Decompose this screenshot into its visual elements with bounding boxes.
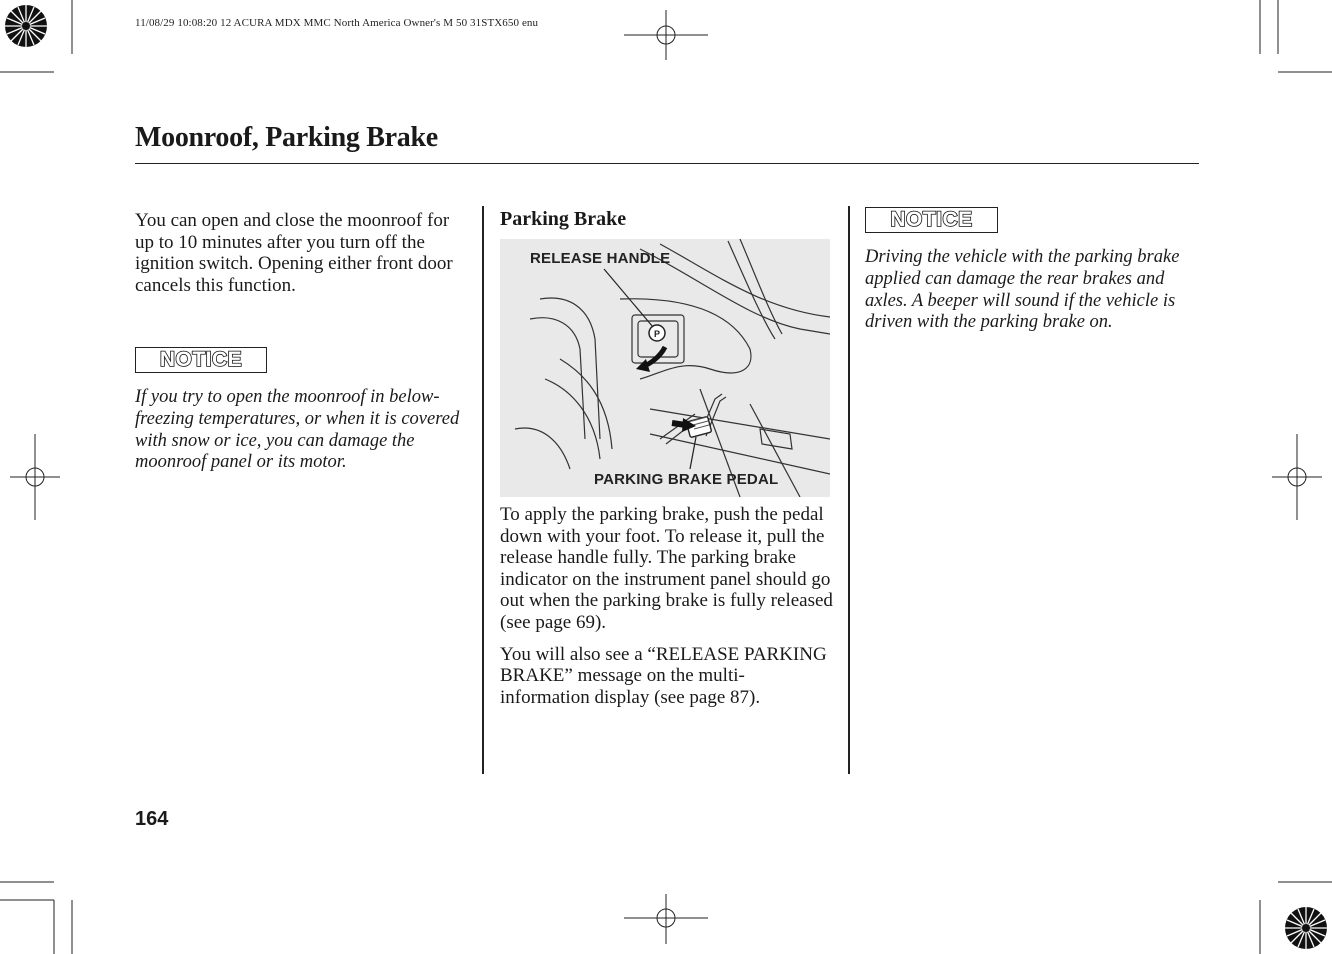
parking-brake-illustration — [500, 239, 830, 497]
parking-brake-paragraph-2: You will also see a “RELEASE PARKING BRAKE” message on the multi-information display (see page 87). — [500, 643, 827, 708]
print-header-meta: 11/08/29 10:08:20 12 ACURA MDX MMC North America Owner's M 50 31STX650 enu — [135, 17, 539, 29]
parking-brake-text-block — [500, 504, 834, 708]
svg-text:P: P — [653, 329, 661, 339]
page-number: 164 — [135, 808, 169, 830]
notice-label: NOTICE — [890, 208, 973, 231]
moonroof-notice-text: If you try to open the moonroof in below-freezing temperatures, or when it is covered with snow or ice, you can damage the moonroof panel or its motor. — [135, 387, 460, 473]
starburst-target-bottom-right — [1285, 907, 1327, 949]
notice-box-parking-brake — [865, 207, 998, 233]
notice-label: NOTICE — [159, 348, 243, 371]
parking-brake-notice-text: Driving the vehicle with the parking brake applied can damage the rear brakes and axles. A beeper will sound if the vehicle is driven with the parking brake on. — [865, 247, 1180, 333]
parking-brake-pedal-label: PARKING BRAKE PEDAL — [594, 471, 779, 488]
moonroof-notice-text-block — [135, 387, 473, 474]
parking-brake-heading: Parking Brake — [500, 208, 627, 230]
title-divider — [135, 163, 1199, 164]
column-divider-left — [482, 206, 484, 774]
release-handle-label: RELEASE HANDLE — [530, 250, 671, 267]
parking-brake-paragraph-1: To apply the parking brake, push the pedal down with your foot. To release it, pull the release handle fully. The parking brake indicator on the instrument panel should go out when the parking brake is fully released (see page 69). — [500, 504, 833, 633]
parking-brake-figure — [500, 239, 830, 497]
moonroof-intro-text: You can open and close the moonroof for up to 10 minutes after you turn off the ignition switch. Opening either front door cancels this function. — [135, 210, 453, 296]
column-divider-right — [848, 206, 850, 774]
parking-brake-notice-text-block — [865, 247, 1201, 334]
starburst-target-top-left — [5, 5, 47, 47]
page-title: Moonroof, Parking Brake — [135, 122, 438, 153]
left-column — [135, 210, 470, 296]
notice-box-moonroof — [135, 347, 267, 373]
